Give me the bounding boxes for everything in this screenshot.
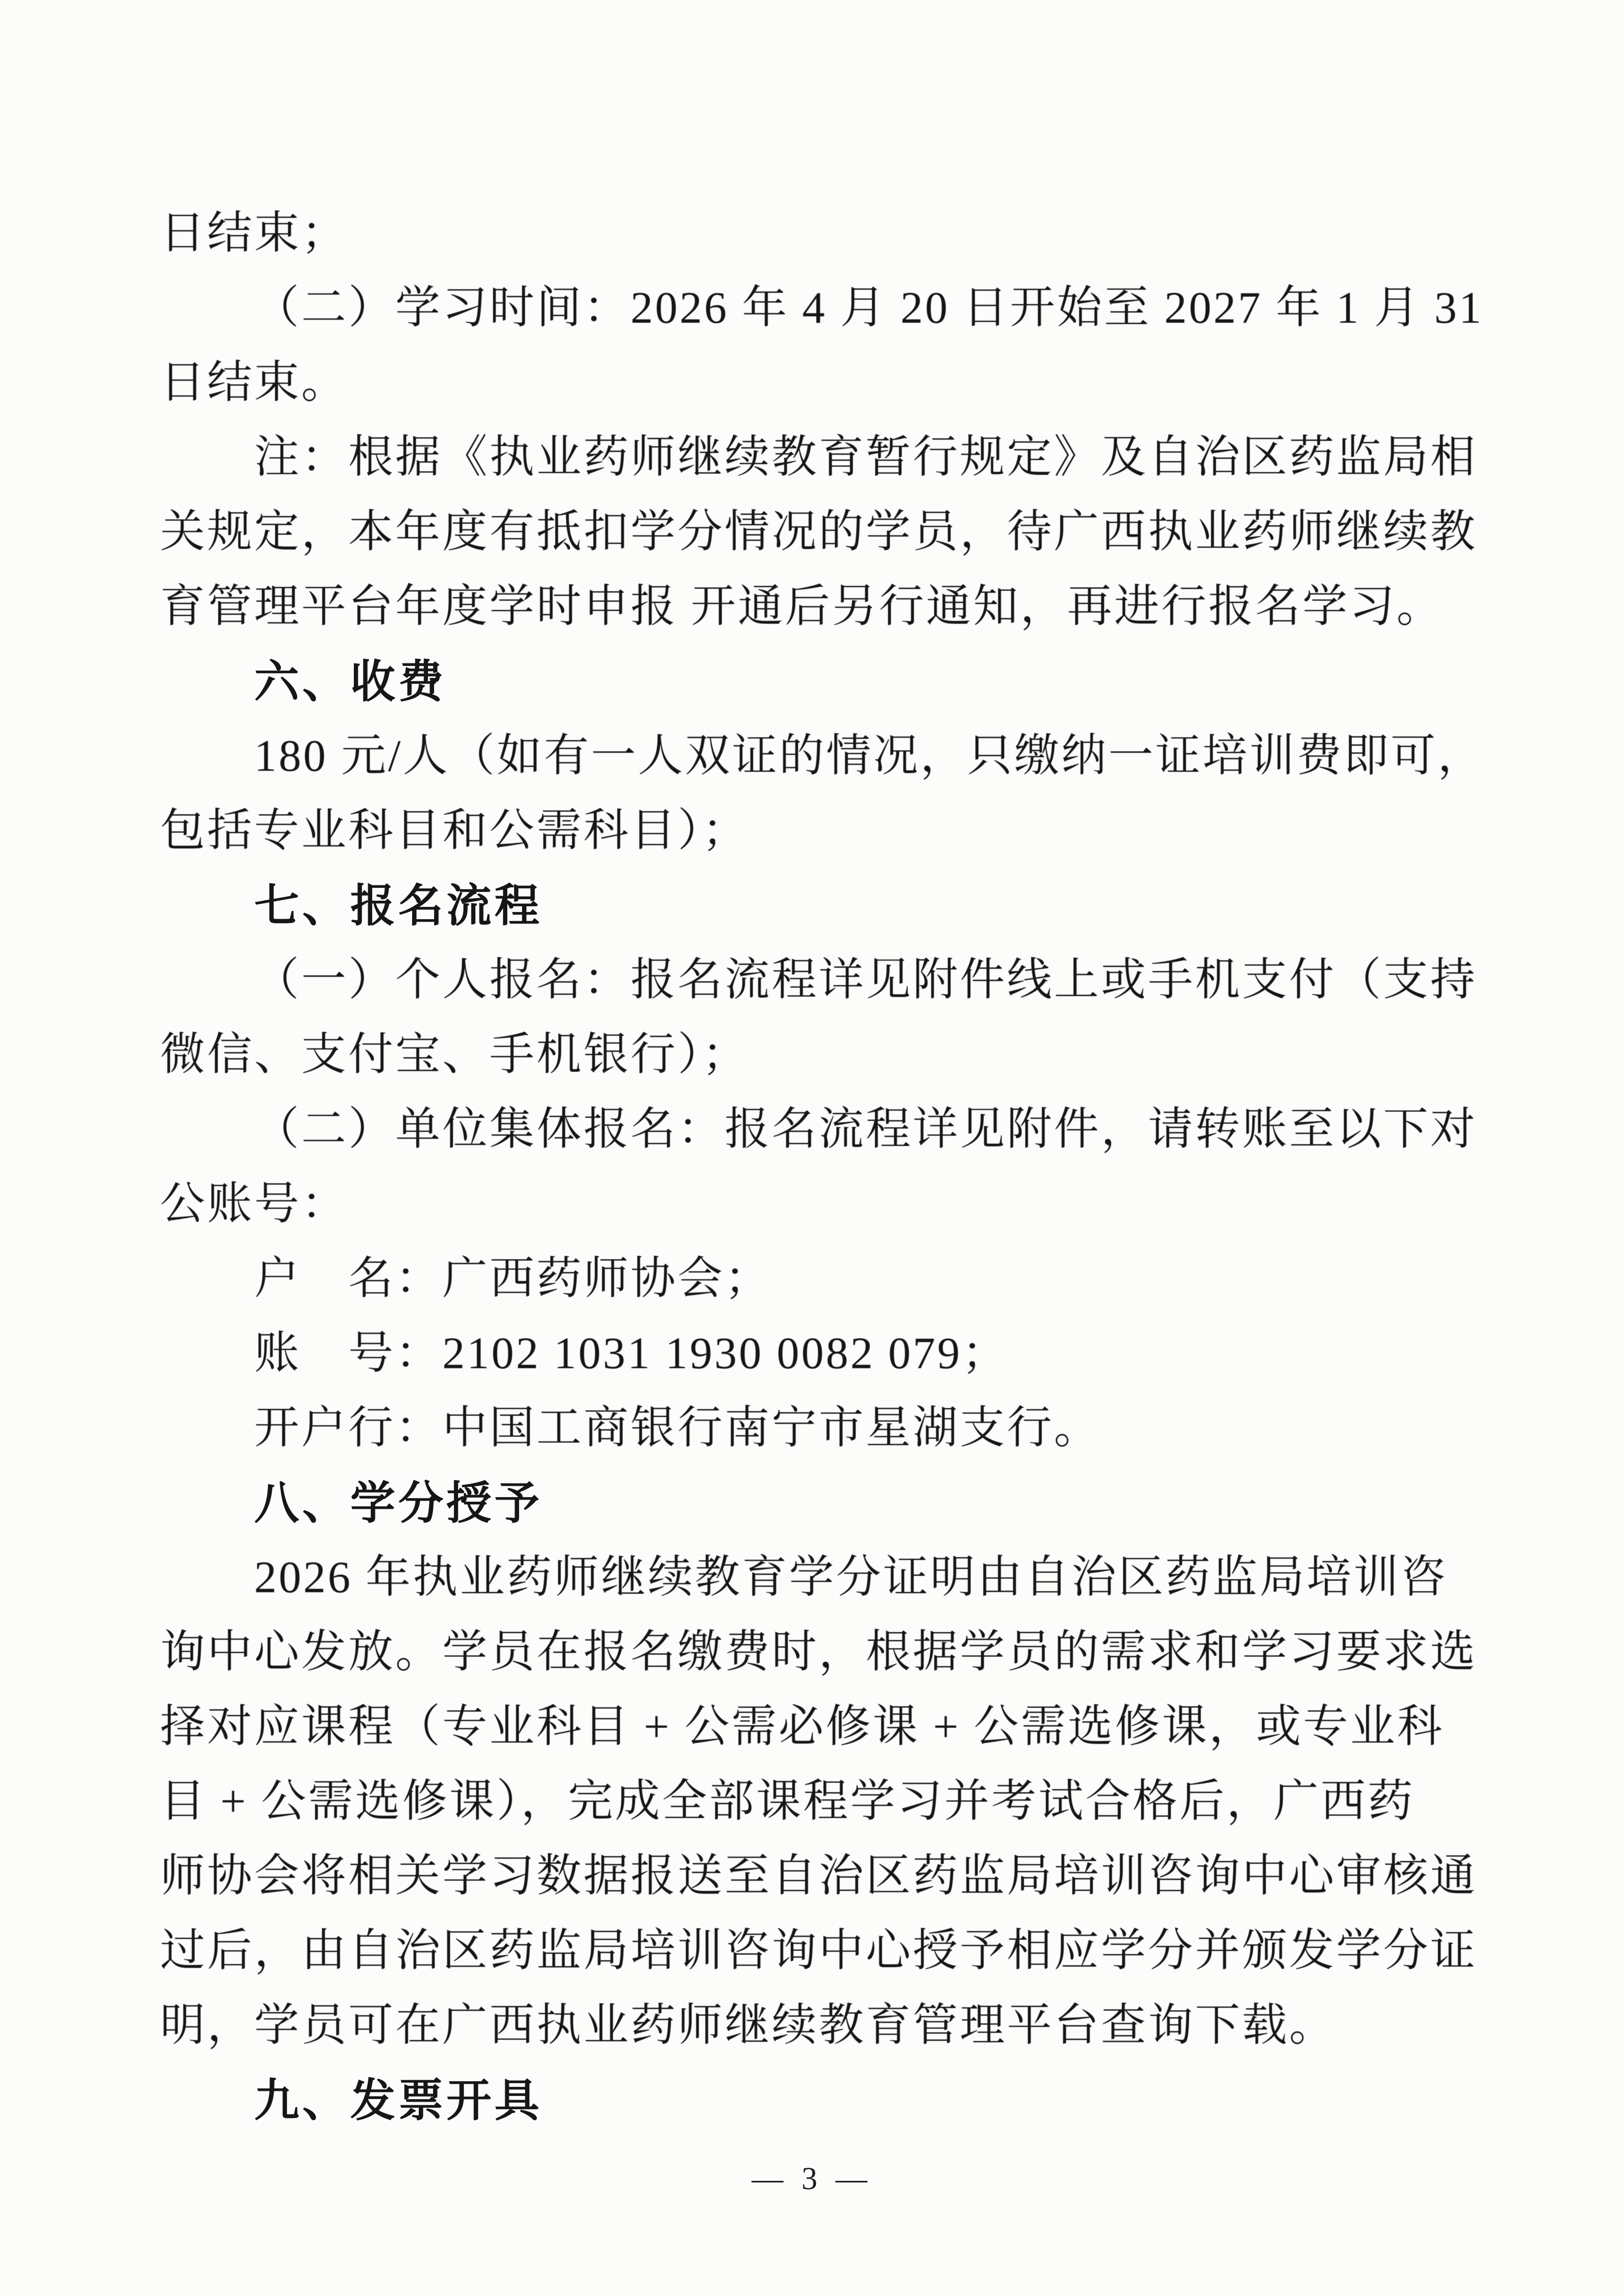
section-heading-invoice: 九、发票开具 — [254, 2075, 543, 2126]
text-line: 目 + 公需选修课），完成全部课程学习并考试合格后，广西药 — [160, 1777, 1415, 1826]
text-line: 过后，由自治区药监局培训咨询中心授予相应学分并颁发学分证 — [160, 1926, 1478, 1976]
text-line: 2026 年执业药师继续教育学分证明由自治区药监局培训咨 — [254, 1553, 1448, 1602]
text-line-account-holder: 户 名：广西药师协会； — [254, 1254, 772, 1304]
document-body — [160, 196, 1485, 2138]
text-line: 育管理平台年度学时申报 开通后另行通知，再进行报名学习。 — [160, 582, 1444, 632]
text-line: 询中心发放。学员在报名缴费时，根据学员的需求和学习要求选 — [160, 1628, 1478, 1677]
section-heading-fees: 六、收费 — [254, 656, 447, 707]
text-line: 微信、支付宝、手机银行）； — [160, 1030, 750, 1080]
text-line: 师协会将相关学习数据报送至自治区药监局培训咨询中心审核通 — [160, 1852, 1478, 1901]
text-line: 择对应课程（专业科目 + 公需必修课 + 公需选修课，或专业科 — [160, 1702, 1445, 1752]
text-line-account-number: 账 号：2102 1031 1930 0082 079； — [254, 1329, 1009, 1378]
text-line: （一）个人报名：报名流程详见附件线上或手机支付（支持 — [254, 955, 1478, 1005]
text-line: 包括专业科目和公需科目）； — [160, 806, 750, 856]
text-line-note: 注：根据《执业药师继续教育暂行规定》及自治区药监局相 — [254, 433, 1478, 482]
text-line: （二）单位集体报名：报名流程详见附件，请转账至以下对 — [254, 1105, 1478, 1154]
section-heading-registration-process: 七、报名流程 — [254, 880, 543, 931]
section-heading-credit-award: 八、学分授予 — [254, 1478, 543, 1528]
text-line: （二）学习时间：2026 年 4 月 20 日开始至 2027 年 1 月 31 — [254, 283, 1484, 333]
page-number: — 3 — — [752, 2161, 872, 2196]
text-line: 日结束。 — [160, 358, 349, 408]
text-line: 关规定，本年度有抵扣学分情况的学员，待广西执业药师继续教 — [160, 507, 1478, 557]
text-line: 日结束； — [160, 209, 349, 258]
text-line: 明，学员可在广西执业药师继续教育管理平台查询下载。 — [160, 2001, 1337, 2050]
text-line: 公账号： — [160, 1179, 349, 1229]
text-line-bank-branch: 开户行：中国工商银行南宁市星湖支行。 — [254, 1403, 1101, 1453]
text-line-fee-amount: 180 元/人（如有一人双证的情况，只缴纳一证培训费即可， — [254, 731, 1485, 781]
